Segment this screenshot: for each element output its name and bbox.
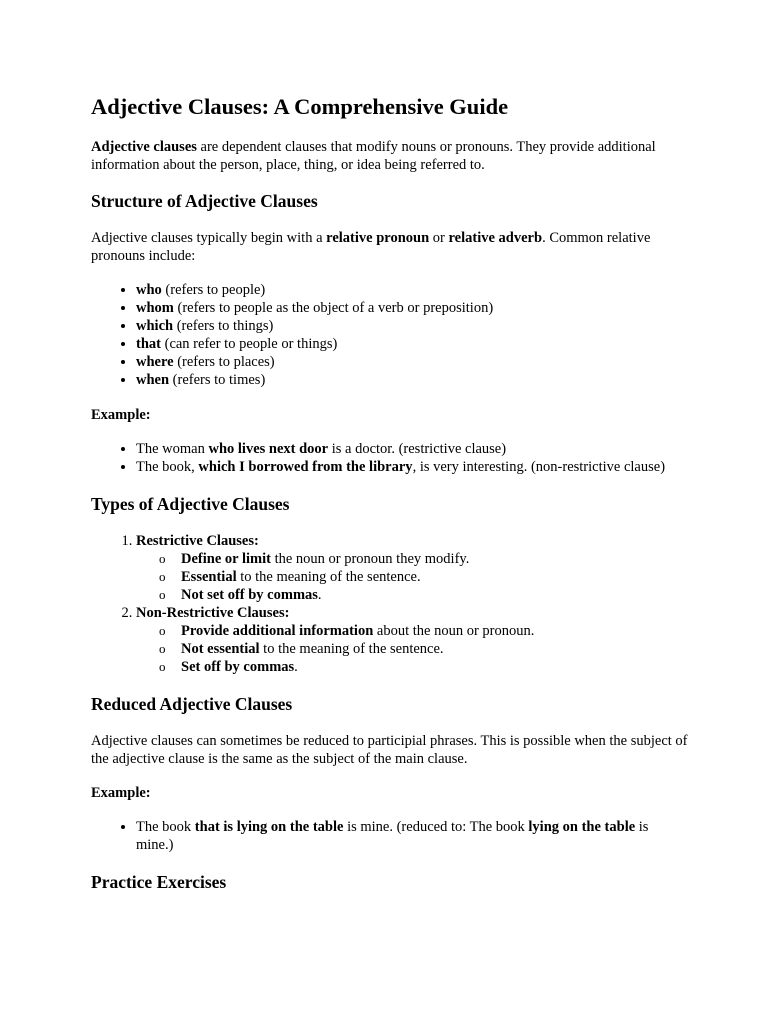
types-heading: Types of Adjective Clauses [91, 494, 290, 514]
reduced-example-label [91, 784, 688, 802]
example-list [91, 440, 688, 476]
pronoun-term: whom [136, 300, 174, 316]
sub-bold: Provide additional information [181, 623, 374, 639]
practice-heading: Practice Exercises [91, 872, 227, 892]
pronoun-desc: (refers to places) [173, 354, 275, 370]
list-item [159, 658, 688, 676]
type-label: Non-Restrictive Clauses: [136, 605, 290, 621]
structure-paragraph [91, 229, 688, 265]
list-item [136, 458, 688, 476]
example-text: The book [136, 819, 195, 835]
list-item [136, 299, 688, 317]
intro-paragraph [91, 138, 688, 174]
intro-bold: Adjective clauses [91, 139, 197, 155]
list-item [159, 586, 688, 604]
list-item [159, 550, 688, 568]
reduced-heading: Reduced Adjective Clauses [91, 694, 293, 714]
sub-bold: Set off by commas [181, 659, 295, 675]
structure-text-3: . Common relative pronouns include: [91, 230, 651, 264]
list-item [159, 568, 688, 586]
list-item [159, 640, 688, 658]
example-text: is mine.) [136, 819, 649, 853]
types-list [91, 532, 688, 676]
example-bold: who lives next door [208, 441, 329, 457]
list-item [136, 440, 688, 458]
sub-text: . [294, 659, 298, 675]
structure-bold-2: relative adverb [448, 230, 543, 246]
list-item [136, 604, 688, 676]
structure-text-1: Adjective clauses typically begin with a [91, 230, 327, 246]
sub-list [136, 622, 688, 676]
sub-bullet-marker: o [159, 551, 166, 566]
list-item [159, 622, 688, 640]
list-item [136, 353, 688, 371]
pronoun-desc: (refers to times) [169, 372, 266, 388]
reduced-paragraph: Adjective clauses can sometimes be reduced to participial phrases. This is possible when the subject of the adjective clause is the same as the subject of the main clause. [91, 733, 688, 767]
type-label: Restrictive Clauses: [136, 533, 259, 549]
example-text: is a doctor. (restrictive clause) [328, 441, 507, 457]
example-text: The book, [136, 459, 199, 475]
pronoun-term: where [136, 354, 174, 370]
sub-text: to the meaning of the sentence. [236, 569, 421, 585]
list-item [136, 335, 688, 353]
reduced-example-list [91, 818, 688, 854]
pronoun-desc: (can refer to people or things) [160, 336, 338, 352]
intro-text: are dependent clauses that modify nouns or pronouns. They provide additional information about the person, place, thing, or idea being referred to. [91, 139, 656, 173]
example-label [91, 406, 688, 424]
pronoun-term: when [136, 372, 170, 388]
structure-bold-1: relative pronoun [326, 230, 430, 246]
pronoun-term: who [136, 282, 162, 298]
pronoun-desc: (refers to people as the object of a verb or preposition) [173, 300, 494, 316]
list-item [136, 281, 688, 299]
pronoun-desc: (refers to things) [173, 318, 274, 334]
sub-text: about the noun or pronoun. [373, 623, 535, 639]
example-label-text: Example: [91, 407, 151, 423]
sub-bullet-marker: o [159, 587, 166, 602]
pronoun-desc: (refers to people) [161, 282, 266, 298]
sub-bold: Not set off by commas [181, 587, 318, 603]
list-item [136, 371, 688, 389]
example-bold: that is lying on the table [194, 819, 344, 835]
sub-bullet-marker: o [159, 641, 166, 656]
example-text: The woman [136, 441, 209, 457]
page-title: Adjective Clauses: A Comprehensive Guide [91, 94, 509, 119]
example-bold: lying on the table [528, 819, 636, 835]
example-text: is mine. (reduced to: The book [343, 819, 529, 835]
relative-pronoun-list [91, 281, 688, 389]
example-label-text: Example: [91, 785, 151, 801]
sub-bullet-marker: o [159, 569, 166, 584]
sub-bullet-marker: o [159, 659, 166, 674]
pronoun-term: which [136, 318, 174, 334]
sub-bullet-marker: o [159, 623, 166, 638]
sub-text: the noun or pronoun they modify. [270, 551, 470, 567]
sub-bold: Define or limit [181, 551, 271, 567]
pronoun-term: that [136, 336, 161, 352]
sub-bold: Not essential [181, 641, 260, 657]
list-item [136, 818, 688, 854]
structure-text-2: or [429, 230, 449, 246]
sub-text: . [317, 587, 322, 603]
example-text: , is very interesting. (non-restrictive clause) [412, 459, 666, 475]
list-item [136, 532, 688, 604]
sub-text: to the meaning of the sentence. [259, 641, 444, 657]
sub-list [136, 550, 688, 604]
example-bold: which I borrowed from the library [198, 459, 413, 475]
sub-bold: Essential [181, 569, 237, 585]
list-item [136, 317, 688, 335]
structure-heading: Structure of Adjective Clauses [91, 191, 318, 211]
